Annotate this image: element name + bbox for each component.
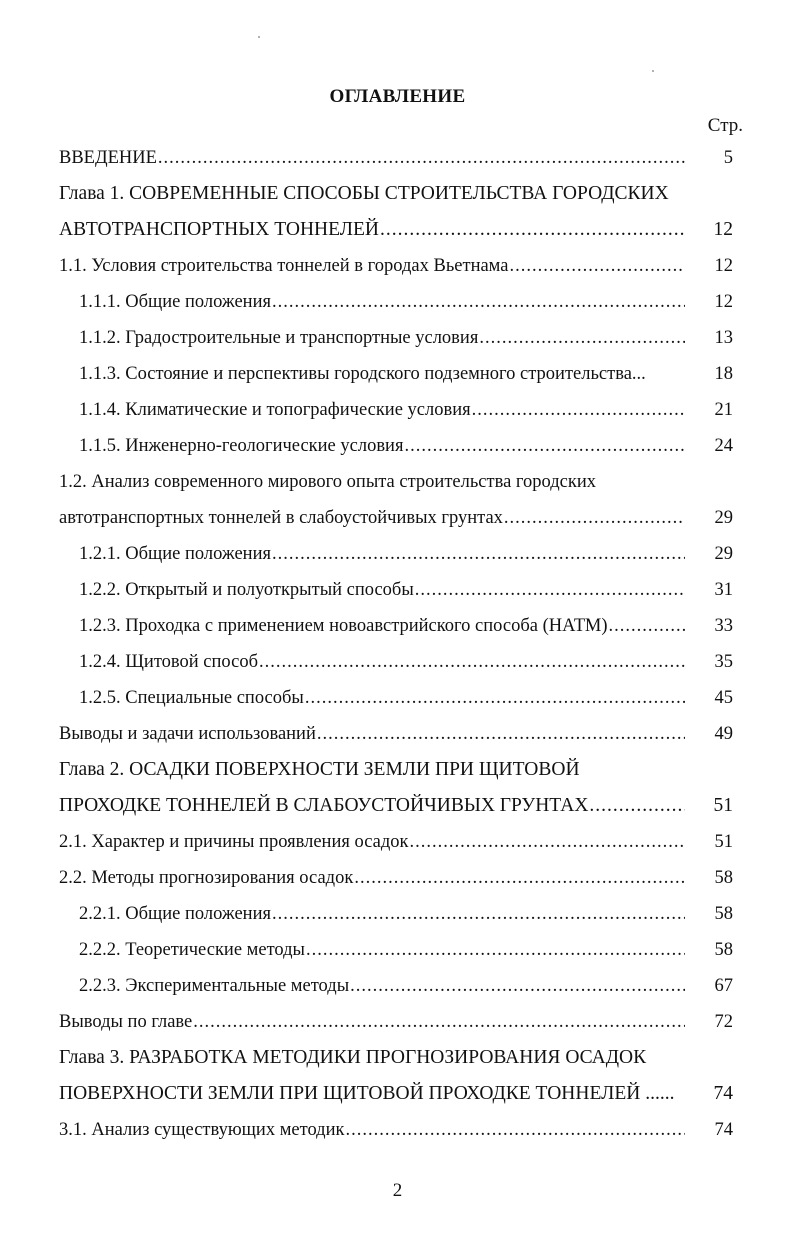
toc-entry-chapter-2 bbox=[0, 752, 795, 788]
leader-dots bbox=[306, 932, 685, 968]
toc-entry-page: 12 bbox=[714, 256, 733, 276]
toc-entry-text: 1.1.2. Градостроительные и транспортные условия bbox=[79, 328, 479, 348]
toc-entry-chapter-2-cont bbox=[0, 788, 795, 824]
toc-entry-page: 12 bbox=[714, 292, 733, 312]
toc-entry-page: 58 bbox=[714, 904, 733, 924]
leader-dots bbox=[589, 788, 685, 824]
page-title: ОГЛАВЛЕНИЕ bbox=[329, 86, 466, 107]
toc-entry-text: 1.2.5. Специальные способы bbox=[79, 688, 304, 708]
toc-entry-1-1-5 bbox=[0, 428, 795, 464]
leader-dots bbox=[609, 608, 685, 644]
leader-dots bbox=[317, 716, 685, 752]
leader-dots bbox=[158, 140, 685, 176]
toc-entry-text: ВВЕДЕНИЕ bbox=[59, 148, 157, 168]
toc-entry-2-1 bbox=[0, 824, 795, 860]
toc-entry-page: 51 bbox=[713, 795, 733, 816]
leader-dots bbox=[259, 644, 685, 680]
leader-dots bbox=[354, 860, 685, 896]
toc-entry-page: 12 bbox=[713, 219, 733, 240]
toc-entry-page: 33 bbox=[714, 616, 733, 636]
leader-dots bbox=[272, 536, 685, 572]
leader-dots bbox=[415, 572, 685, 608]
toc-entry-page: 29 bbox=[714, 544, 733, 564]
leader-dots bbox=[305, 680, 685, 716]
toc-entry-2-2-2 bbox=[0, 932, 795, 968]
leader-dots bbox=[479, 320, 685, 356]
leader-dots bbox=[504, 500, 685, 536]
toc-entry-page: 18 bbox=[714, 364, 733, 384]
toc-entry-text: 1.2. Анализ современного мирового опыта строительства городских bbox=[59, 472, 597, 492]
toc-entry-page: 72 bbox=[714, 1012, 733, 1032]
toc-entry-conclusions-1 bbox=[0, 716, 795, 752]
page-number: 2 bbox=[392, 1180, 403, 1201]
toc-entry-text: 2.2.3. Экспериментальные методы bbox=[79, 976, 350, 996]
table-of-contents bbox=[0, 140, 795, 1148]
toc-entry-text: 1.2.2. Открытый и полуоткрытый способы bbox=[79, 580, 414, 600]
toc-entry-page: 51 bbox=[714, 832, 733, 852]
toc-entry-text: ПОВЕРХНОСТИ ЗЕМЛИ ПРИ ЩИТОВОЙ ПРОХОДКЕ ТОННЕЛЕЙ ...... bbox=[59, 1083, 675, 1104]
toc-entry-text: 1.2.1. Общие положения bbox=[79, 544, 271, 564]
toc-entry-page: 21 bbox=[714, 400, 733, 420]
scan-speck bbox=[652, 70, 654, 72]
scan-speck bbox=[258, 36, 260, 38]
leader-dots bbox=[509, 248, 685, 284]
toc-entry-text: АВТОТРАНСПОРТНЫХ ТОННЕЛЕЙ bbox=[59, 219, 379, 240]
toc-entry-page: 58 bbox=[714, 940, 733, 960]
toc-entry-text: Глава 1. СОВРЕМЕННЫЕ СПОСОБЫ СТРОИТЕЛЬСТВА ГОРОДСКИХ bbox=[59, 183, 669, 204]
toc-entry-1-2-2 bbox=[0, 572, 795, 608]
toc-entry-2-2 bbox=[0, 860, 795, 896]
toc-entry-text: Выводы и задачи использований bbox=[59, 724, 316, 744]
toc-entry-1-1-2 bbox=[0, 320, 795, 356]
toc-entry-text: 1.1.5. Инженерно-геологические условия bbox=[79, 436, 404, 456]
toc-entry-introduction bbox=[0, 140, 795, 176]
page-column-header: Стр. bbox=[707, 115, 743, 136]
toc-entry-page: 5 bbox=[723, 148, 733, 168]
toc-entry-text: ПРОХОДКЕ ТОННЕЛЕЙ В СЛАБОУСТОЙЧИВЫХ ГРУНТАХ bbox=[59, 795, 589, 816]
toc-entry-chapter-1-cont bbox=[0, 212, 795, 248]
toc-entry-3-1 bbox=[0, 1112, 795, 1148]
leader-dots bbox=[410, 824, 686, 860]
toc-entry-page: 13 bbox=[714, 328, 733, 348]
toc-entry-text: Глава 3. РАЗРАБОТКА МЕТОДИКИ ПРОГНОЗИРОВАНИЯ ОСАДОК bbox=[59, 1047, 647, 1068]
toc-entry-conclusions-2 bbox=[0, 1004, 795, 1040]
leader-dots bbox=[350, 968, 685, 1004]
toc-entry-text: 1.2.4. Щитовой способ bbox=[79, 652, 258, 672]
toc-entry-chapter-3 bbox=[0, 1040, 795, 1076]
toc-entry-text: 1.1.1. Общие положения bbox=[79, 292, 271, 312]
toc-entry-text: 1.2.3. Проходка с применением новоавстрийского способа (НАТМ) bbox=[79, 616, 608, 636]
toc-entry-1-2-5 bbox=[0, 680, 795, 716]
toc-entry-page: 45 bbox=[714, 688, 733, 708]
toc-entry-text: 1.1.4. Климатические и топографические условия bbox=[79, 400, 471, 420]
toc-entry-text: 3.1. Анализ существующих методик bbox=[59, 1120, 345, 1140]
toc-entry-page: 24 bbox=[714, 436, 733, 456]
toc-entry-page: 74 bbox=[714, 1120, 733, 1140]
toc-entry-text: 2.2.1. Общие положения bbox=[79, 904, 271, 924]
toc-entry-1-2-4 bbox=[0, 644, 795, 680]
toc-entry-2-2-1 bbox=[0, 896, 795, 932]
toc-entry-1-1 bbox=[0, 248, 795, 284]
toc-entry-page: 74 bbox=[713, 1083, 733, 1104]
toc-entry-text: Выводы по главе bbox=[59, 1012, 193, 1032]
toc-entry-chapter-1 bbox=[0, 176, 795, 212]
toc-entry-2-2-3 bbox=[0, 968, 795, 1004]
toc-entry-page: 67 bbox=[714, 976, 733, 996]
toc-entry-text: 1.1.3. Состояние и перспективы городского подземного строительства... bbox=[79, 364, 646, 384]
toc-entry-page: 58 bbox=[714, 868, 733, 888]
toc-entry-text: 2.2. Методы прогнозирования осадок bbox=[59, 868, 354, 888]
leader-dots bbox=[272, 896, 685, 932]
toc-entry-text: автотранспортных тоннелей в слабоустойчивых грунтах bbox=[59, 508, 503, 528]
toc-entry-1-1-1 bbox=[0, 284, 795, 320]
leader-dots bbox=[193, 1004, 685, 1040]
toc-entry-page: 35 bbox=[714, 652, 733, 672]
toc-entry-1-2-3 bbox=[0, 608, 795, 644]
leader-dots bbox=[380, 212, 685, 248]
leader-dots bbox=[272, 284, 685, 320]
toc-entry-text: 1.1. Условия строительства тоннелей в городах Вьетнама bbox=[59, 256, 509, 276]
leader-dots bbox=[345, 1112, 685, 1148]
leader-dots bbox=[472, 392, 685, 428]
toc-entry-page: 29 bbox=[714, 508, 733, 528]
toc-entry-1-1-3 bbox=[0, 356, 795, 392]
toc-entry-1-2 bbox=[0, 464, 795, 500]
toc-entry-text: Глава 2. ОСАДКИ ПОВЕРХНОСТИ ЗЕМЛИ ПРИ ЩИТОВОЙ bbox=[59, 759, 580, 780]
toc-entry-1-2-1 bbox=[0, 536, 795, 572]
toc-entry-page: 49 bbox=[714, 724, 733, 744]
leader-dots bbox=[404, 428, 685, 464]
toc-entry-text: 2.2.2. Теоретические методы bbox=[79, 940, 305, 960]
toc-entry-1-2-cont bbox=[0, 500, 795, 536]
toc-entry-text: 2.1. Характер и причины проявления осадок bbox=[59, 832, 409, 852]
toc-entry-chapter-3-cont bbox=[0, 1076, 795, 1112]
toc-entry-page: 31 bbox=[714, 580, 733, 600]
toc-entry-1-1-4 bbox=[0, 392, 795, 428]
